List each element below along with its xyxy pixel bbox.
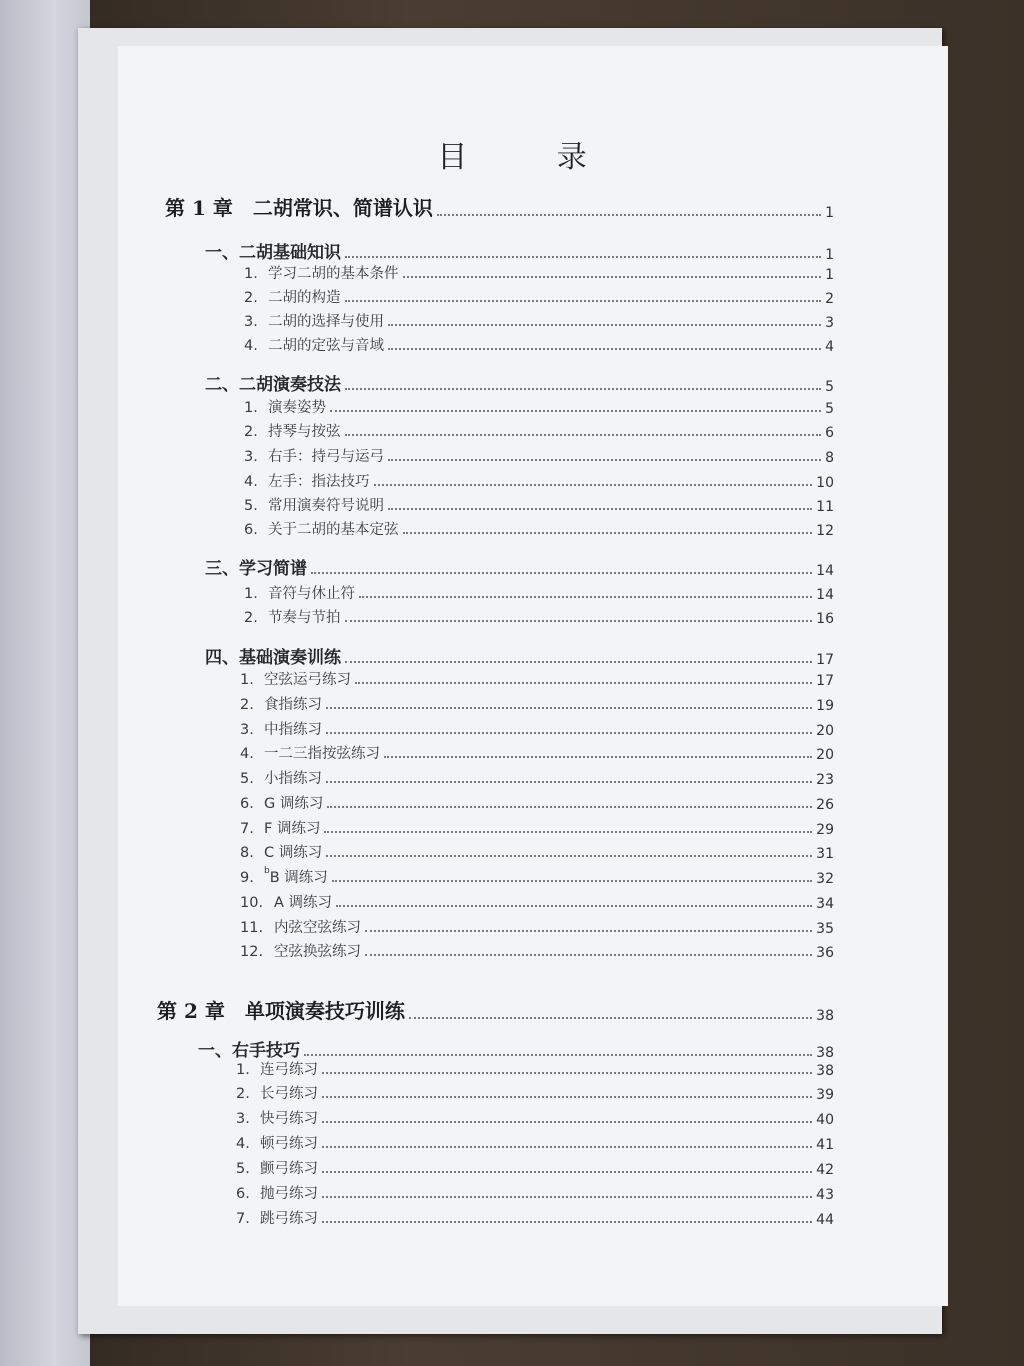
toc-entry-title: 学习二胡的基本条件 [268, 266, 399, 282]
page-number: 43 [816, 1187, 834, 1203]
page-number: 31 [816, 846, 834, 862]
toc-entry-label [240, 916, 361, 937]
toc-entry-title: 抛弓练习 [260, 1186, 318, 1202]
toc-entry-label [244, 334, 384, 355]
item-number: 11. [240, 920, 264, 936]
page-number: 10 [816, 475, 834, 491]
page-number: 39 [816, 1087, 834, 1103]
dot-leader [409, 1017, 812, 1019]
item-number: 1. [240, 672, 254, 688]
toc-entry-label [236, 1058, 318, 1079]
dot-leader [384, 756, 812, 758]
toc-entry-title: 一、右手技巧 [198, 1041, 300, 1061]
item-number: 7. [236, 1211, 250, 1227]
dot-leader [327, 806, 812, 808]
toc-entry-title: 演奏姿势 [268, 400, 326, 416]
dot-leader [322, 1096, 812, 1098]
page-number: 38 [816, 1008, 834, 1024]
toc-entry-label [244, 420, 341, 441]
page-number: 34 [816, 896, 834, 912]
page-number: 2 [825, 291, 834, 307]
toc-entry-title: 常用演奏符号说明 [268, 498, 384, 514]
flat-sign: b [264, 866, 270, 876]
item-number: 6. [244, 522, 258, 538]
dot-leader [332, 880, 812, 882]
page-number: 12 [816, 523, 834, 539]
page-number: 44 [816, 1212, 834, 1228]
section-heading[interactable] [205, 554, 834, 579]
toc-entry-label [240, 718, 322, 739]
page-number: 17 [816, 652, 834, 668]
item-number: 10. [240, 895, 264, 911]
dot-leader [365, 930, 812, 932]
toc-entry-title: F 调练习 [264, 821, 321, 837]
toc-entry-title: 快弓练习 [260, 1111, 318, 1127]
toc-item[interactable] [236, 1107, 834, 1128]
chapter-heading[interactable] [157, 995, 834, 1024]
item-number: 2. [244, 610, 258, 626]
dot-leader [359, 596, 812, 598]
toc-entry-title: 音符与休止符 [268, 586, 355, 602]
item-number: 9. [240, 870, 254, 886]
dot-leader [388, 459, 821, 461]
dot-leader [324, 831, 812, 833]
dot-leader [345, 256, 821, 258]
page-number: 1 [825, 267, 834, 283]
toc-entry-label [244, 396, 326, 417]
page-number: 17 [816, 673, 834, 689]
toc-entry-label [240, 841, 322, 862]
toc-item[interactable] [244, 286, 834, 307]
toc-item[interactable] [244, 445, 834, 466]
page-number: 20 [816, 723, 834, 739]
toc-entry-title: 二、二胡演奏技法 [205, 375, 341, 395]
toc-entry-label [236, 1182, 318, 1203]
toc-entry-title: A 调练习 [274, 895, 333, 911]
item-number: 5. [244, 498, 258, 514]
toc-entry-label [240, 866, 328, 887]
toc-entry-title: 二胡的定弦与音域 [268, 338, 384, 354]
toc-entry-title: 内弦空弦练习 [274, 920, 361, 936]
dot-leader [322, 1072, 812, 1074]
toc-entry-title: 空弦换弦练习 [274, 944, 361, 960]
toc-entry-label [244, 445, 384, 466]
toc-item[interactable] [240, 841, 834, 862]
dot-leader [345, 434, 822, 436]
item-number: 12. [240, 944, 264, 960]
toc-entry-title: 节奏与节拍 [268, 610, 341, 626]
dot-leader [374, 484, 813, 486]
toc-entry-title: 连弓练习 [260, 1062, 318, 1078]
toc-entry-label [165, 192, 433, 221]
dot-leader [388, 324, 821, 326]
toc-entry-title: 关于二胡的基本定弦 [268, 522, 399, 538]
toc-item[interactable] [240, 767, 834, 788]
page-number: 42 [816, 1162, 834, 1178]
dot-leader [322, 1221, 812, 1223]
toc-entry-title: 小指练习 [264, 771, 322, 787]
toc-item[interactable] [240, 668, 834, 689]
toc-entry-label [205, 370, 341, 395]
dot-leader [403, 276, 822, 278]
toc-item[interactable] [236, 1157, 834, 1178]
toc-entry-label [205, 554, 307, 579]
item-number: 3. [236, 1111, 250, 1127]
toc-entry-label [240, 792, 323, 813]
item-number: 8. [240, 845, 254, 861]
item-number: 4. [240, 746, 254, 762]
section-heading[interactable] [205, 370, 834, 395]
toc-item[interactable] [244, 518, 834, 539]
toc-title: 目 录 [437, 140, 627, 175]
toc-item[interactable] [240, 891, 834, 912]
toc-item[interactable] [236, 1132, 834, 1153]
page-number: 23 [816, 772, 834, 788]
toc-item[interactable] [240, 817, 834, 838]
page-number: 5 [825, 379, 834, 395]
page-number: 41 [816, 1137, 834, 1153]
page-number: 36 [816, 945, 834, 961]
toc-item[interactable] [244, 606, 834, 627]
page-number: 14 [816, 587, 834, 603]
toc-item[interactable] [236, 1058, 834, 1079]
toc-entry-label [236, 1107, 318, 1128]
toc-item[interactable] [236, 1207, 834, 1228]
dot-leader [330, 410, 821, 412]
item-number: 2. [244, 290, 258, 306]
toc-entry-title: 空弦运弓练习 [264, 672, 351, 688]
toc-item[interactable] [244, 396, 834, 417]
item-number: 3. [240, 722, 254, 738]
toc-entry-title: 第 2 章 单项演奏技巧训练 [157, 999, 405, 1023]
toc-entry-label [240, 817, 320, 838]
dot-leader [345, 388, 821, 390]
item-number: 4. [236, 1136, 250, 1152]
toc-entry-title: 三、学习简谱 [205, 559, 307, 579]
item-number: 2. [240, 697, 254, 713]
toc-entry-label [240, 668, 351, 689]
dot-leader [311, 572, 812, 574]
page-number: 1 [825, 205, 834, 221]
dot-leader [322, 1171, 812, 1173]
page-number: 1 [825, 247, 834, 263]
toc-entry-label [240, 891, 332, 912]
toc-entry-title: 四、基础演奏训练 [205, 648, 341, 668]
toc-item[interactable] [240, 940, 834, 961]
toc-entry-label [240, 742, 380, 763]
toc-entry-title: 颤弓练习 [260, 1161, 318, 1177]
page-number: 38 [816, 1045, 834, 1061]
item-number: 6. [240, 796, 254, 812]
page-number: 35 [816, 921, 834, 937]
toc-entry-title: G 调练习 [264, 796, 324, 812]
toc-entry-label [244, 262, 399, 283]
toc-entry-title: B 调练习 [269, 870, 328, 886]
toc-entry-label [240, 693, 322, 714]
page-number: 16 [816, 611, 834, 627]
toc-item[interactable] [244, 420, 834, 441]
toc-entry-title: 中指练习 [264, 722, 322, 738]
page-number: 26 [816, 797, 834, 813]
chapter-heading[interactable] [165, 192, 834, 221]
page-number: 5 [825, 401, 834, 417]
dot-leader [388, 348, 821, 350]
toc-entry-label [236, 1207, 318, 1228]
toc-entry-title: 长弓练习 [260, 1086, 318, 1102]
toc-entry-label [236, 1157, 318, 1178]
item-number: 1. [244, 266, 258, 282]
toc-entry-label [244, 518, 399, 539]
toc-entry-title: 跳弓练习 [260, 1211, 318, 1227]
page-number: 8 [825, 450, 834, 466]
dot-leader [322, 1196, 812, 1198]
dot-leader [345, 620, 813, 622]
toc-entry-label [244, 582, 355, 603]
dot-leader [326, 707, 812, 709]
dot-leader [336, 905, 812, 907]
section-heading[interactable] [205, 238, 834, 263]
toc-entry-label [236, 1132, 318, 1153]
page-number: 19 [816, 698, 834, 714]
toc-entry-label [205, 238, 341, 263]
page-number: 4 [825, 339, 834, 355]
toc-item[interactable] [244, 582, 834, 603]
dot-leader [345, 661, 812, 663]
toc-entry-label [244, 470, 370, 491]
toc-item[interactable] [240, 742, 834, 763]
item-number: 5. [236, 1161, 250, 1177]
toc-entry-title: 右手：持弓与运弓 [268, 449, 384, 465]
page-number: 3 [825, 315, 834, 331]
toc-entry-title: 第 1 章 二胡常识、简谱认识 [165, 196, 433, 220]
toc-entry-title: 左手：指法技巧 [268, 474, 370, 490]
item-number: 2. [244, 424, 258, 440]
dot-leader [326, 855, 812, 857]
item-number: 6. [236, 1186, 250, 1202]
item-number: 2. [236, 1086, 250, 1102]
item-number: 1. [244, 586, 258, 602]
toc-item[interactable] [244, 470, 834, 491]
toc-item[interactable] [236, 1082, 834, 1103]
toc-entry-title: 二胡的选择与使用 [268, 314, 384, 330]
dot-leader [322, 1121, 812, 1123]
page-number: 20 [816, 747, 834, 763]
toc-entry-label [244, 286, 341, 307]
toc-item[interactable] [236, 1182, 834, 1203]
page-number: 14 [816, 563, 834, 579]
page-number: 29 [816, 822, 834, 838]
toc-entry-label [157, 995, 405, 1024]
dot-leader [304, 1054, 812, 1056]
toc-item[interactable] [240, 718, 834, 739]
dot-leader [326, 732, 812, 734]
toc-entry-label [236, 1082, 318, 1103]
page-number: 38 [816, 1063, 834, 1079]
dot-leader [437, 214, 821, 216]
toc-entry-label [244, 310, 384, 331]
toc-entry-title: 顿弓练习 [260, 1136, 318, 1152]
toc-item[interactable] [240, 866, 834, 887]
left-page-edge [0, 0, 90, 1366]
dot-leader [403, 532, 813, 534]
item-number: 4. [244, 338, 258, 354]
toc-entry-title: 二胡的构造 [268, 290, 341, 306]
item-number: 3. [244, 314, 258, 330]
toc-item[interactable] [240, 916, 834, 937]
toc-item[interactable] [244, 310, 834, 331]
page-number: 6 [825, 425, 834, 441]
section-heading[interactable] [205, 643, 834, 668]
toc-item[interactable] [240, 693, 834, 714]
toc-entry-label [244, 606, 341, 627]
dot-leader [365, 954, 812, 956]
toc-entry-title: 食指练习 [264, 697, 322, 713]
toc-item[interactable] [244, 334, 834, 355]
toc-entry-title: C 调练习 [264, 845, 323, 861]
item-number: 7. [240, 821, 254, 837]
dot-leader [388, 508, 812, 510]
item-number: 4. [244, 474, 258, 490]
toc-entry-label [205, 643, 341, 668]
toc-item[interactable] [244, 262, 834, 283]
toc-entry-title: 一、二胡基础知识 [205, 243, 341, 263]
item-number: 5. [240, 771, 254, 787]
item-number: 3. [244, 449, 258, 465]
dot-leader [355, 682, 812, 684]
page-number: 11 [816, 499, 834, 515]
item-number: 1. [236, 1062, 250, 1078]
toc-entry-label [240, 767, 322, 788]
toc-item[interactable] [240, 792, 834, 813]
toc-entry-label [244, 494, 384, 515]
toc-entry-title: 持琴与按弦 [268, 424, 341, 440]
page-number: 40 [816, 1112, 834, 1128]
item-number: 1. [244, 400, 258, 416]
toc-entry-label [240, 940, 361, 961]
dot-leader [345, 300, 822, 302]
dot-leader [326, 781, 812, 783]
page-number: 32 [816, 871, 834, 887]
toc-entry-title: 一二三指按弦练习 [264, 746, 380, 762]
dot-leader [322, 1146, 812, 1148]
toc-item[interactable] [244, 494, 834, 515]
